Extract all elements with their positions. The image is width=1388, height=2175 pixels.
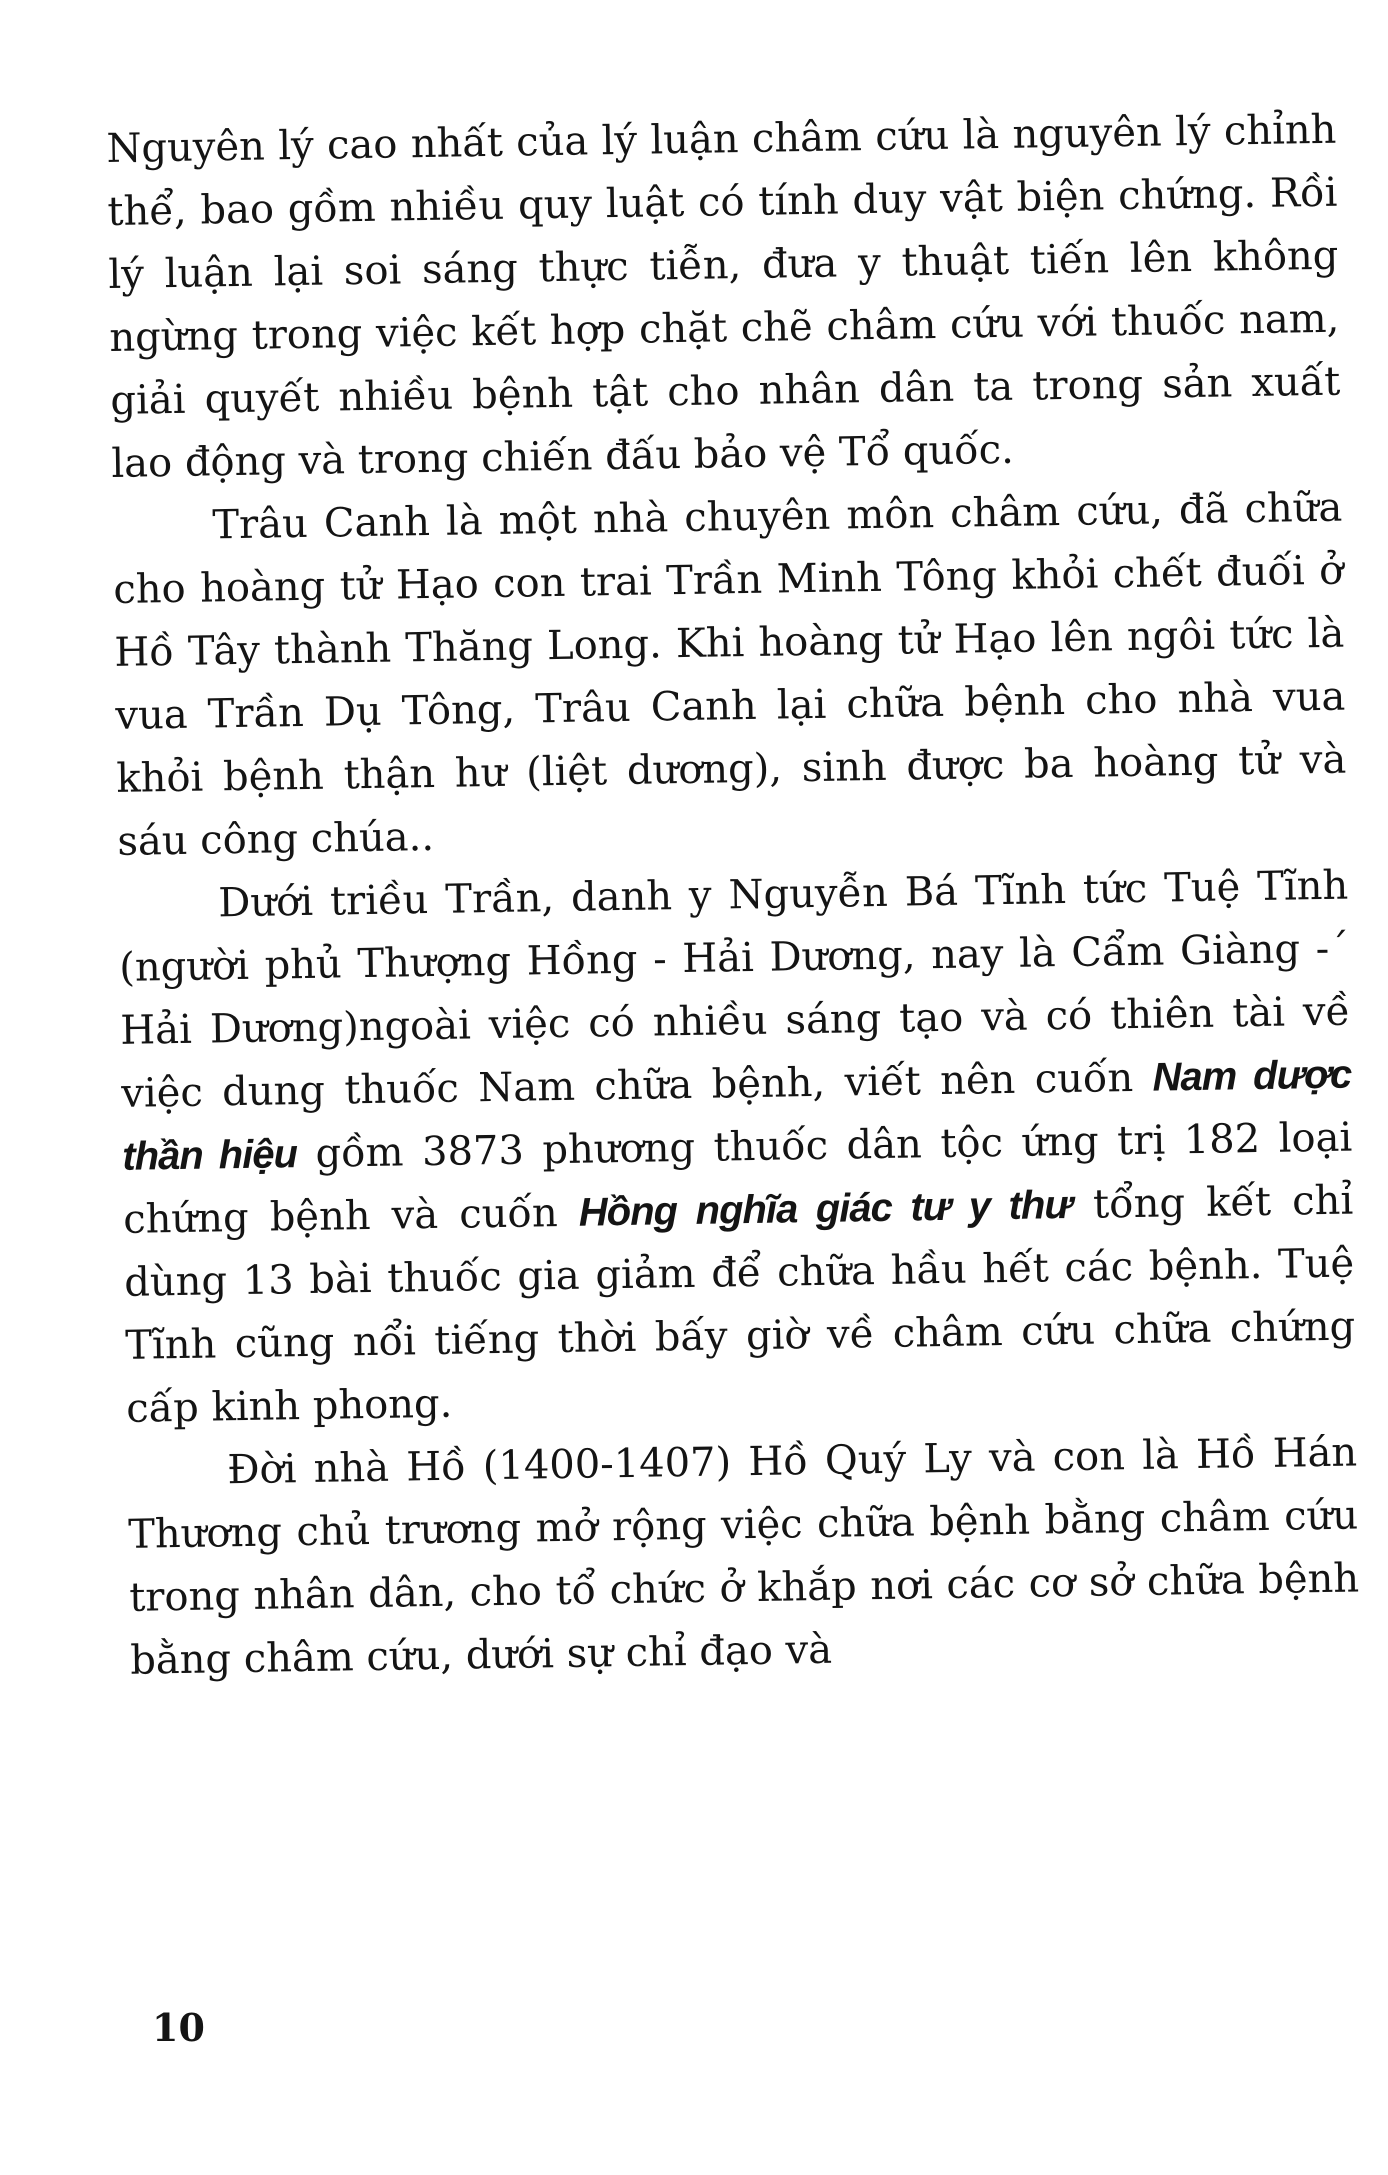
paragraph-4	[127, 1422, 1361, 1693]
book-title-nam-duoc-than-hieu: Nam dược thần hiệu	[121, 1052, 1352, 1179]
paragraph-2	[112, 477, 1348, 874]
paragraph-1-text: Nguyên lý cao nhất của lý luận châm cứu là nguyên lý chỉnh thể, bao gồm nhiều quy luật có tính duy vật biện chứng. Rồi lý luận lại soi sáng thực tiễn, đưa y thuật tiến lên không ngừng trong việc kết hợp chặt chẽ châm cứu với thuốc nam, giải quyết nhiều bệnh tật cho nhân dân ta trong sản xuất lao động và trong chiến đấu bảo vệ Tổ quốc.	[106, 106, 1341, 487]
body-text	[106, 99, 1361, 1693]
paragraph-3-text-a: Dưới triều Trần, danh y Nguyễn Bá Tĩnh tức Tuệ Tĩnh (người phủ Thượng Hồng - Hải Dương, nay là Cẩm Giàng -´ Hải Dương)ngoài việc có nhiều sáng tạo và có thiên tài về việc dung thuốc Nam chữa bệnh, viết nên cuốn	[118, 862, 1351, 1117]
paragraph-2-text: Trâu Canh là một nhà chuyên môn châm cứu, đã chữa cho hoàng tử Hạo con trai Trần Minh Tông khỏi chết đuối ở Hồ Tây thành Thăng Long. Khi hoàng tử Hạo lên ngôi tức là vua Trần Dụ Tông, Trâu Canh lại chữa bệnh cho nhà vua khỏi bệnh thận hư (liệt dương), sinh được ba hoàng tử và sáu công chúa..	[113, 484, 1347, 865]
page-number: 10	[152, 2005, 205, 2050]
paragraph-1	[106, 99, 1342, 496]
paragraph-3-text-c: tổng kết chỉ dùng 13 bài thuốc gia giảm để chữa hầu hết các bệnh. Tuệ Tĩnh cũng nổi tiếng thời bấy giờ về châm cứu chữa chứng cấp kinh phong.	[123, 1177, 1356, 1432]
paragraph-3-text-b: gồm 3873 phương thuốc dân tộc ứng trị 182 loại chứng bệnh và cuốn	[122, 1114, 1353, 1243]
book-title-hong-nghia-giac-tu-y-thu: Hồng nghĩa giác tư y thư	[578, 1182, 1073, 1235]
paragraph-4-text: Đời nhà Hồ (1400-1407) Hồ Quý Ly và con là Hồ Hán Thương chủ trương mở rộng việc chữa bệnh bằng châm cứu trong nhân dân, cho tổ chức ở khắp nơi các cơ sở chữa bệnh bằng châm cứu, dưới sự chỉ đạo và	[127, 1429, 1360, 1684]
paragraph-3	[118, 855, 1357, 1441]
